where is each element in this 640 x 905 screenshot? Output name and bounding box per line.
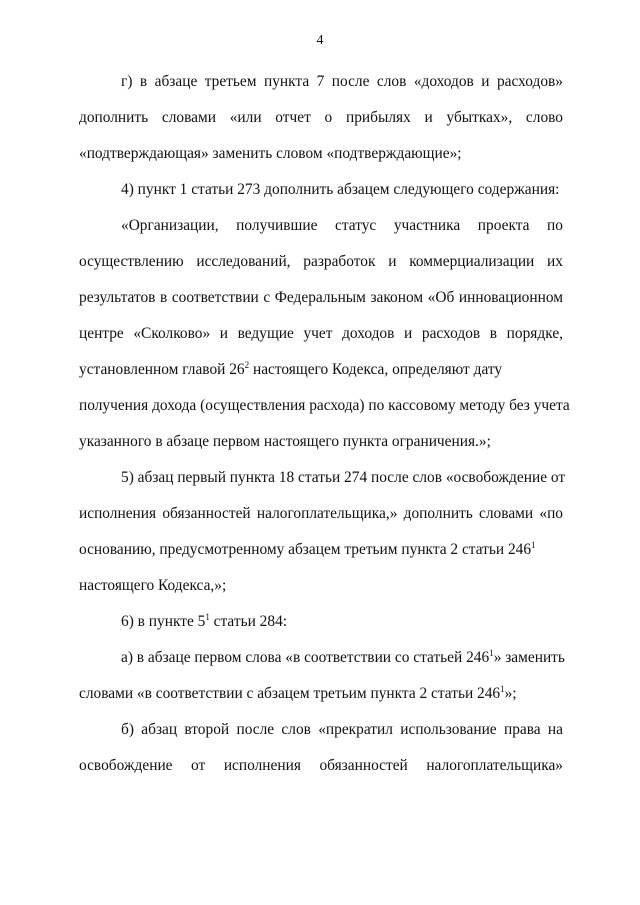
quoted-line-5-part-1: установленном главой 26 <box>79 361 245 378</box>
paragraph-5-line-3-text: основанию, предусмотренному абзацем третьим пункта 2 статьи 246 <box>79 541 532 558</box>
quoted-paragraph-line-2: осуществлению исследований, разработок и коммерциализации их <box>79 253 563 270</box>
quoted-paragraph-line-3: результатов в соответствии с Федеральным законом «Об инновационном <box>79 289 563 306</box>
quoted-paragraph-line-4: центре «Сколково» и ведущие учет доходов и расходов в порядке, <box>79 325 563 342</box>
paragraph-a-line-2-part-2: »; <box>504 685 517 702</box>
paragraph-a-line-1-part-1: а) в абзаце первом слова «в соответствии со статьей 246 <box>121 649 490 666</box>
quoted-paragraph-line-6: получения дохода (осуществления расхода) по кассовому методу без учета <box>79 397 570 414</box>
paragraph-6-line-1-part-1: 6) в пункте 5 <box>121 613 206 630</box>
paragraph-5-line-1: 5) абзац первый пункта 18 статьи 274 после слов «освобождение от <box>121 469 566 486</box>
paragraph-a-line-1-part-2: » заменить <box>493 649 565 666</box>
quoted-paragraph-line-5 <box>79 360 563 380</box>
quoted-line-5-part-2: настоящего Кодекса, определяют дату <box>249 361 503 378</box>
quoted-paragraph-line-7: указанного в абзаце первом настоящего пункта ограничения.»; <box>79 433 491 450</box>
paragraph-g-line-3: «подтверждающая» заменить словом «подтверждающие»; <box>79 145 462 162</box>
paragraph-a-superscript-2: 1 <box>500 684 505 694</box>
paragraph-a-superscript-1: 1 <box>489 648 494 658</box>
paragraph-b-line-2: освобождение от исполнения обязанностей налогоплательщика» <box>79 757 563 774</box>
paragraph-a-line-2 <box>79 684 563 704</box>
paragraph-6-line-1 <box>79 612 563 632</box>
paragraph-a-line-2-part-1: словами «в соответствии с абзацем третьим пункта 2 статьи 246 <box>79 685 501 702</box>
paragraph-5-line-2: исполнения обязанностей налогоплательщика,» дополнить словами «по <box>79 505 563 522</box>
paragraph-b-line-1: б) абзац второй после слов «прекратил использование права на <box>121 721 563 738</box>
paragraph-5-line-3-superscript: 1 <box>531 540 536 550</box>
paragraph-6-superscript: 1 <box>205 612 210 622</box>
paragraph-5-line-4: настоящего Кодекса,»; <box>79 577 227 594</box>
quoted-paragraph-line-1: «Организации, получившие статус участника проекта по <box>121 217 563 234</box>
page-number: 4 <box>316 33 324 48</box>
paragraph-g-line-1: г) в абзаце третьем пункта 7 после слов «доходов и расходов» <box>121 73 563 90</box>
quoted-line-5-superscript: 2 <box>244 360 250 370</box>
paragraph-4-line-1: 4) пункт 1 статьи 273 дополнить абзацем следующего содержания: <box>121 181 560 198</box>
paragraph-a-line-1 <box>79 648 563 668</box>
paragraph-g-line-2: дополнить словами «или отчет о прибылях и убытках», слово <box>79 109 563 126</box>
paragraph-5-line-3 <box>79 540 563 560</box>
paragraph-6-line-1-part-2: статьи 284: <box>209 613 288 630</box>
